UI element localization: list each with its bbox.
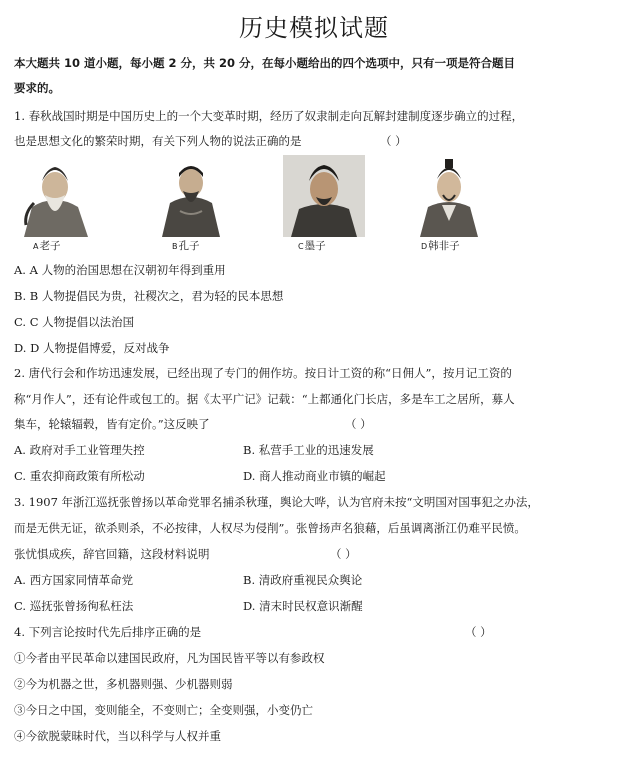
- q1-stem-line-1: 1. 春秋战国时期是中国历史上的一个大变革时期，经历了奴隶制走向瓦解封建制度逐步确立的过程，: [14, 109, 524, 123]
- laozi-portrait: [14, 155, 96, 237]
- instructions-line-1: 本大题共 10 道小题，每小题 2 分，共 20 分，在每小题给出的四个选项中，只有一项是符合题目: [14, 56, 516, 70]
- q2-answer-paren: （ ）: [345, 417, 372, 431]
- q4-stem: 4. 下列言论按时代先后排序正确的是: [14, 625, 202, 639]
- q4-answer-paren: （ ）: [465, 625, 492, 639]
- q2-option-a: A. 政府对手工业管理失控: [14, 443, 145, 457]
- q3-answer-paren: （ ）: [330, 547, 357, 561]
- q2-option-c: C. 重农抑商政策有所松动: [14, 469, 145, 483]
- q4-item-3: ③今日之中国，变则能全，不变则亡；全变则强，小变仍亡: [14, 703, 313, 717]
- q1-option-d: D. D 人物提倡博爱，反对战争: [14, 341, 170, 355]
- q4-item-1: ①今者由平民革命以建国民政府，凡为国民皆平等以有参政权: [14, 651, 325, 665]
- q3-option-c: C. 巡抚张曾扬徇私枉法: [14, 599, 134, 613]
- q1-answer-paren: （ ）: [380, 134, 407, 148]
- hanfeizi-caption: D韩非子: [421, 240, 460, 252]
- q1-option-a: A. A 人物的治国思想在汉朝初年得到重用: [14, 263, 226, 277]
- q1-option-c: C. C 人物提倡以法治国: [14, 315, 135, 329]
- q3-option-b: B. 清政府重视民众舆论: [243, 573, 363, 587]
- mozi-caption: C墨子: [298, 240, 326, 252]
- confucius-caption: B孔子: [172, 240, 200, 252]
- q1-option-b: B. B 人物提倡民为贵，社稷次之，君为轻的民本思想: [14, 289, 284, 303]
- q1-stem-line-2: 也是思想文化的繁荣时期，有关下列人物的说法正确的是: [14, 134, 302, 148]
- q2-stem-line-3: 集车，轮辕辐毂，皆有定价。”这反映了: [14, 417, 210, 431]
- q2-stem-line-1: 2. 唐代行会和作坊迅速发展，已经出现了专门的佣作坊。按日计工资的称“日佣人”，按月记工资的: [14, 366, 512, 380]
- q4-item-4: ④今欲脱蒙昧时代，当以科学与人权并重: [14, 729, 221, 743]
- q3-stem-line-2: 而是无供无证，欲杀则杀，不必按律，人权尽为侵削”。张曾扬声名狼藉，后虽调离浙江仍难平民愤。: [14, 521, 526, 535]
- laozi-caption: A老子: [33, 240, 61, 252]
- instructions-line-2: 要求的。: [14, 81, 60, 95]
- hanfeizi-portrait: [408, 155, 490, 237]
- mozi-portrait: [283, 155, 365, 237]
- q3-stem-line-3: 张忧惧成疾，辞官回籍，这段材料说明: [14, 547, 210, 561]
- q2-option-b: B. 私营手工业的迅速发展: [243, 443, 374, 457]
- q3-stem-line-1: 3. 1907 年浙江巡抚张曾扬以革命党罪名捕杀秋瑾，舆论大哗，认为官府未按“文明国对国事犯之办法，: [14, 495, 539, 509]
- confucius-portrait: [150, 155, 232, 237]
- q2-stem-line-2: 称“月作人”，还有论件或包工的。据《太平广记》记载：“上都通化门长店，多是车工之居所，募人: [14, 392, 515, 406]
- q3-option-d: D. 清末时民权意识渐醒: [243, 599, 363, 613]
- q2-option-d: D. 商人推动商业市镇的崛起: [243, 469, 386, 483]
- page-title: 历史模拟试题: [239, 14, 389, 42]
- q3-option-a: A. 西方国家同情革命党: [14, 573, 134, 587]
- q4-item-2: ②今为机器之世，多机器则强、少机器则弱: [14, 677, 233, 691]
